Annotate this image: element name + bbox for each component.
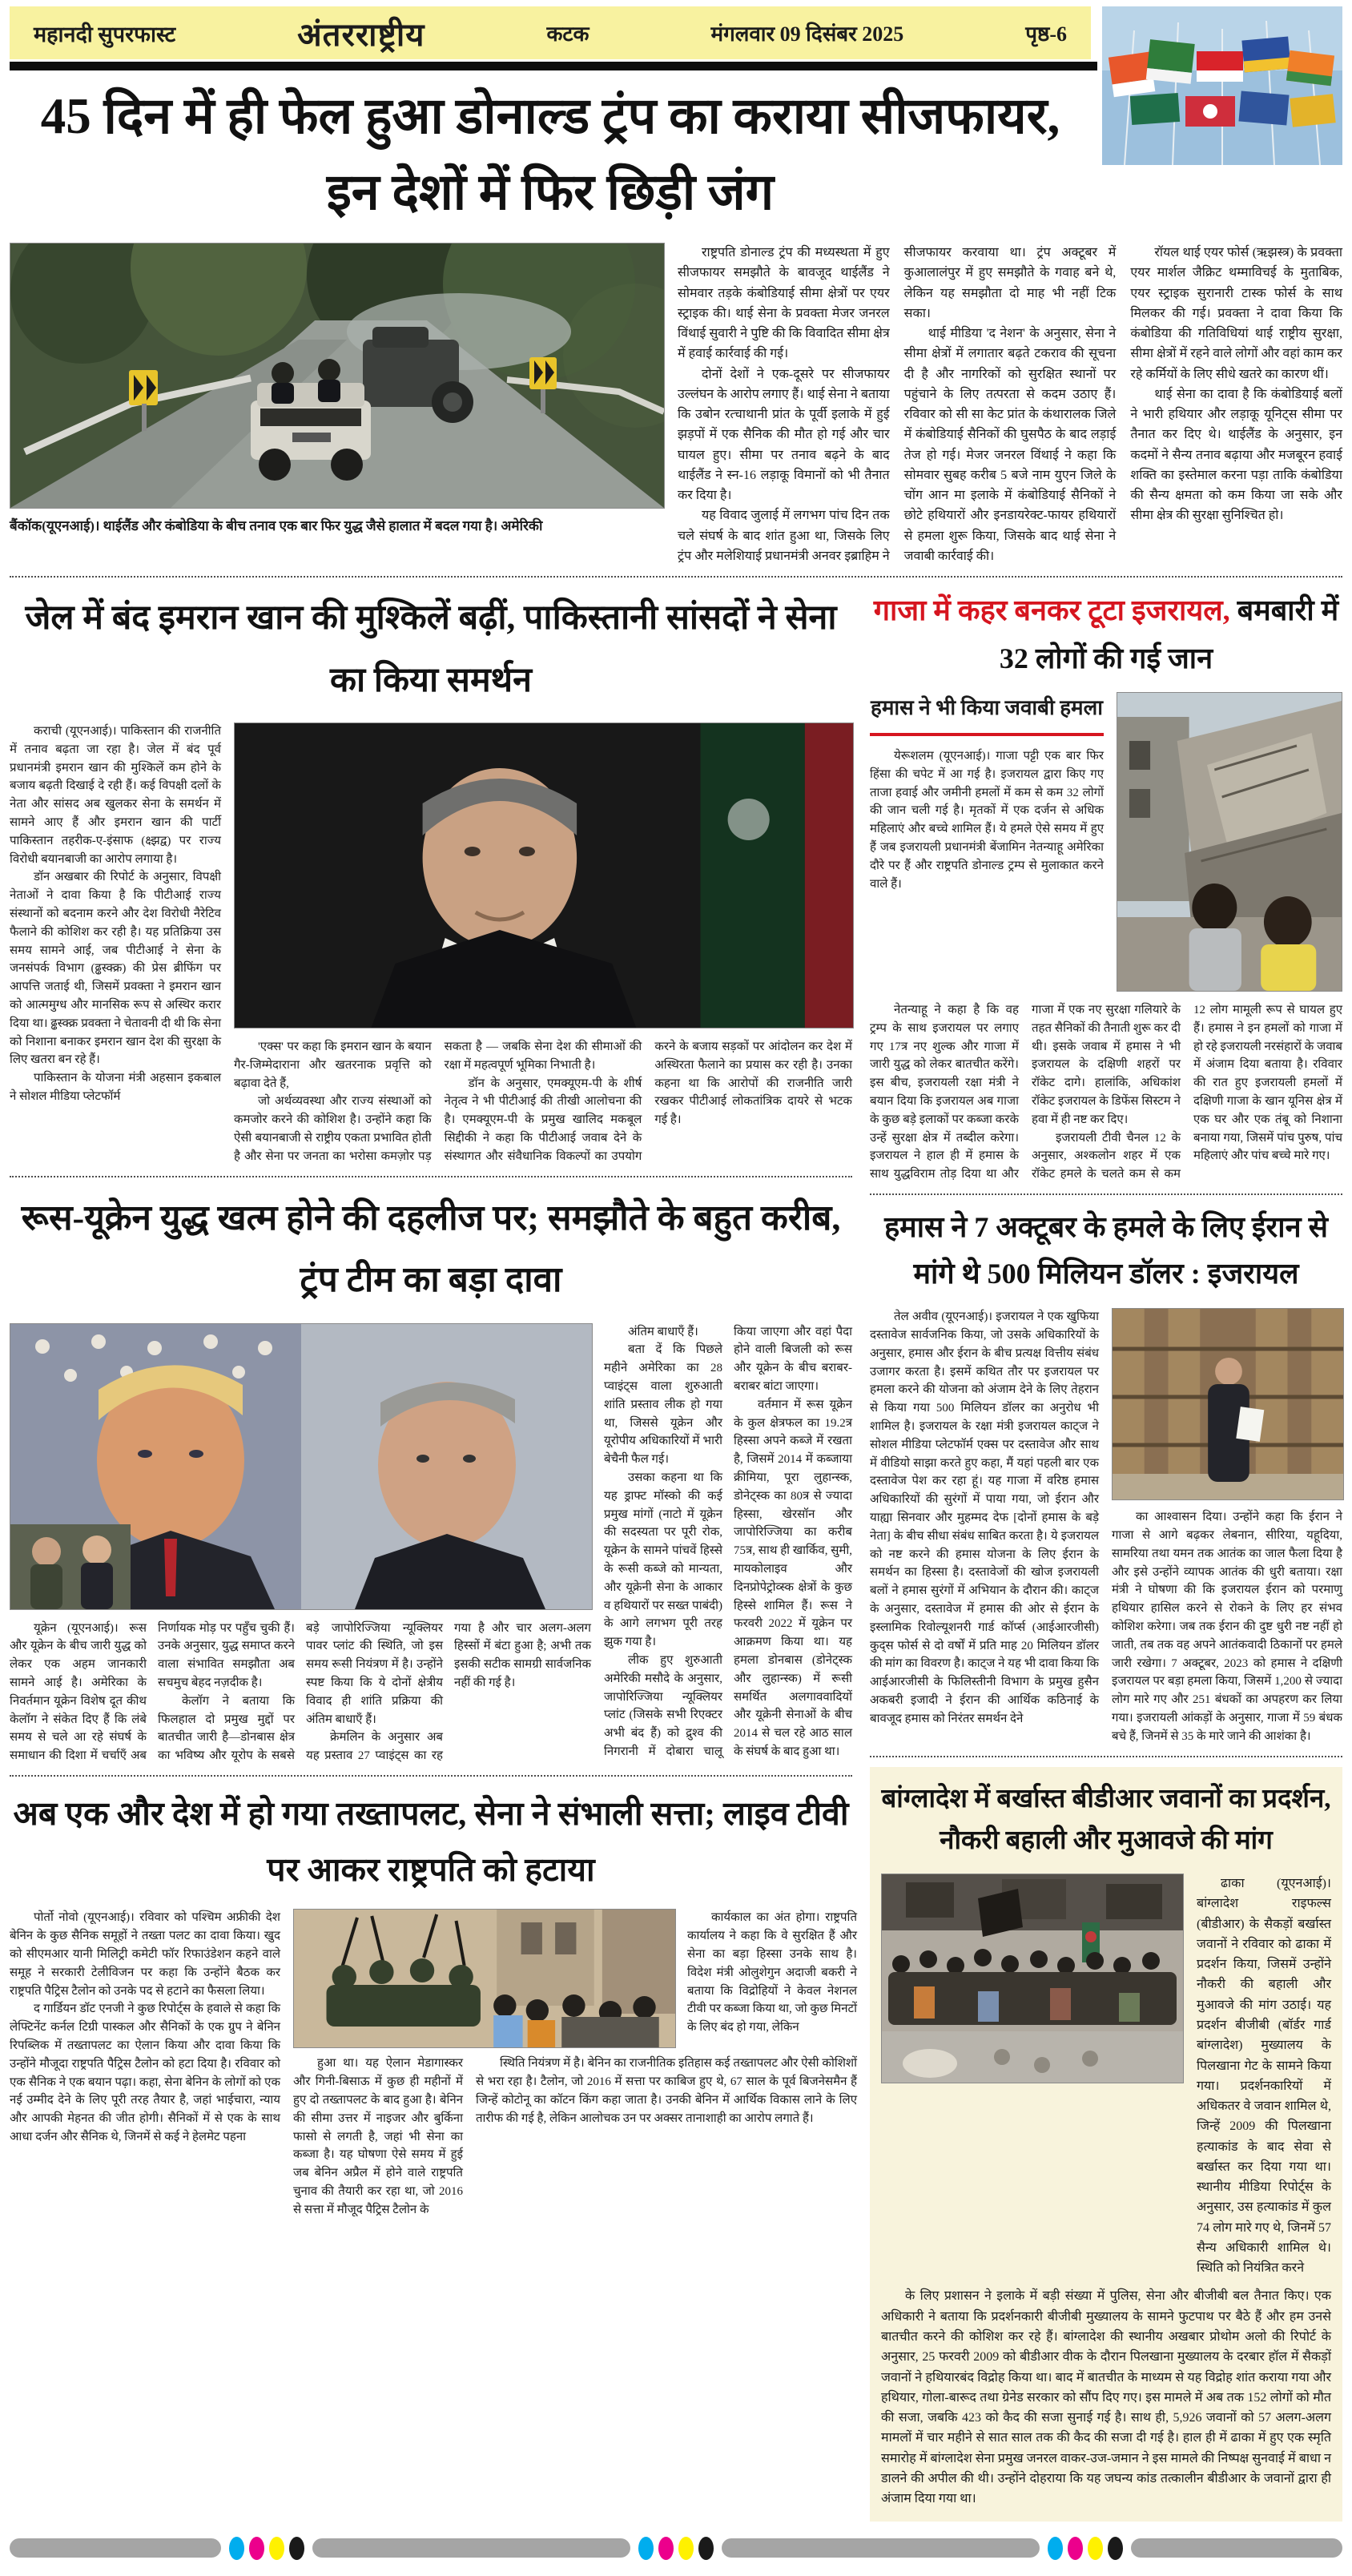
gaza-headline: [870, 587, 1342, 682]
article-hamas-iran: [870, 1205, 1342, 1746]
lead-article-text: [678, 243, 1342, 566]
iran-headline: हमास ने 7 अक्टूबर के हमले के लिए ईरान से मांगे थे 500 मिलियन डॉलर : इजरायल: [884, 1211, 1328, 1290]
imran-paragraph: कराची (यूएनआई)। पाकिस्तान की राजनीति में तनाव बढ़ता जा रहा है। जेल में बंद पूर्व प्रधानमंत्री इमरान खान की मुश्किलें कम होने के बजाय बढ़ती दिखाई दे रही हैं। कई विपक्षी दलों के नेता और सांसद अब खुलकर सेना के समर्थन में सामने आए हैं और इमरान खान की पार्टी पाकिस्तान तहरीक-ए-इंसाफ (क्ष्झद्व) पर राज्य विरोधी बयानबाजी का आरोप लगाया है।: [10, 725, 221, 866]
world-flags-illustration: [1102, 6, 1342, 165]
section-divider: [10, 1775, 852, 1777]
gaza-paragraph: येरूशलम (यूएनआई)। गाजा पट्टी एक बार फिर हिंसा की चपेट में आ गई है। इजरायल द्वारा किए गए ताजा हवाई और जमीनी हमलों में कम से कम 32 लोगों की जान चली गई है। मृतकों में एक दर्जन से अधिक महिलाएं और बच्चे शामिल हैं। ये हमले ऐसे समय में हुए हैं जब इजरायली प्रधानमंत्री बेंजामिन नेतन्याहू अमेरिका दौरे पर हैं और राष्ट्रपति डोनाल्ड ट्रम्प से मुलाकात करने वाले हैं।: [870, 750, 1104, 891]
imran-khan-photo: [234, 722, 854, 1028]
article-thailand-cambodia: [10, 243, 1342, 566]
imran-paragraph: डॉन के अनुसार, एमक्यूएम-पी के शीर्ष नेतृत्व ने भी पीटीआई की तीखी आलोचना की है। एमक्यूएम-पी के प्रमुख खालिद मकबूल सिद्दीकी ने कहा कि पीटीआई जवाब देने के संस्थागत और संवैधानिक विकल्पों का उपयोग करने के बजाय सड़कों पर आंदोलन कर देश में अस्थिरता फैलाने का प्रयास कर रही है। उनका कहना था कि आरोपों की राजनीति जारी रखकर पीटीआई लोकतांत्रिक दायरे से भटक गई है।: [444, 1040, 852, 1163]
lead-photo-block: [10, 243, 663, 566]
iran-paragraph: तेल अवीव (यूएनआई)। इजरायल ने एक खुफिया दस्तावेज सार्वजनिक किया, जो उसके अधिकारियों के अनुसार, हमास और ईरान के बीच प्रत्यक्ष वित्तीय संबंध उजागर करता है। इसमें कथित तौर पर इजरायल पर हमला करने की योजना को अंजाम देने के लिए तेहरान से किया गया 500 मिलियन डॉलर का अनुरोध भी शामिल है। इजरायल के रक्षा मंत्री इजरायल काट्ज ने सोशल मीडिया प्लेटफॉर्म एक्स पर दस्तावेज और साथ में वीडियो साझा करते हुए कहा, मैं यहां पहली बार एक दस्तावेज पेश कर रहा हूं। यह गाजा में वरिष्ठ हमास अधिकारियों की सुरंगों में पाया गया, जो ईरान और याह्या सिनवार और मुहम्मद देफ [दोनों हमास के बड़े नेता] के बीच सीधा संबंध साबित करता है। ये इजरायल को नष्ट करने की हमास योजना के लिए ईरान के समर्थन का हिस्सा है। दस्तावेजों की खोज इजरायली बलों ने हमास सुरंगों में अभियान के दौरान की। काट्ज के अनुसार, दस्तावेज में हमास की ओर से ईरान के इस्लामिक रिवोल्यूशनरी गार्ड कॉर्प्स (आईआरजीसी) कुद्स फोर्स से दो वर्षों में प्रति माह 20 मिलियन डॉलर की मांग का विवरण है। काट्ज ने यह भी दावा किया कि आईआरजीसी के फिलिस्तीनी विभाग के प्रमुख हुसैन अकबरी इजादी ने ईरान की आर्थिक कठिनाई के बावजूद हमास को निरंतर समर्थन देने: [870, 1310, 1099, 1725]
magenta-dot-icon: [658, 2537, 674, 2560]
ukraine-right-columns: [604, 1323, 852, 1765]
ukraine-paragraph: यूक्रेन (यूएनआई)। रूस और यूक्रेन के बीच जारी युद्ध को लेकर एक अहम जानकारी सामने आई है। अमेरिका के निवर्तमान यूक्रेन विशेष दूत कीथ केलॉग ने संकेत दिए हैं कि लंबे समय से चले आ रहे संघर्ष के समाधान की दिशा में चर्चाएँ अब निर्णायक मोड़ पर पहुँच चुकी हैं। उनके अनुसार, युद्ध समाप्त करने वाला संभावित समझौता अब सचमुच बेहद नज़दीक है।: [10, 1621, 295, 1763]
imran-paragraph: जो अर्थव्यवस्था और राज्य संस्थाओं को कमजोर करने की कोशिश है। उन्होंने कहा कि ऐसी बयानबाजी से राष्ट्रीय एकता प्रभावित होती है और सेना पर जनता का भरोसा कमज़ोर पड़ सकता है — जबकि सेना देश की सीमाओं की रक्षा में महत्वपूर्ण भूमिका निभाती है।: [234, 1040, 642, 1163]
imran-column-1: [10, 722, 221, 1166]
imran-khan-photo-illustration: [235, 723, 853, 1028]
gaza-lede: [870, 747, 1104, 893]
black-dot-icon: [289, 2537, 304, 2560]
convoy-photo: [10, 243, 665, 509]
lead-paragraph: थाई सेना का दावा है कि कंबोडियाई बलों ने भारी हथियार और लड़ाकू यूनिट्स सीमा पर तैनात कर दिए थे। थाईलैंड के अनुसार, इन कदमों ने सैन्य तनाव बढ़ाया और मजबूरन हवाई शक्ति का इस्तेमाल करना पड़ा ताकि कंबोडिया की सैन्य क्षमता को कम किया जा सके और सीमा क्षेत्र की सुरक्षा सुनिश्चित हो।: [1130, 387, 1342, 523]
article-bangladesh-bdr: [870, 1767, 1342, 2522]
article-gaza: [870, 587, 1342, 1184]
lead-paragraph: रॉयल थाई एयर फोर्स (ऋझस्त्र) के प्रवक्ता एयर मार्शल जैक्रिट थम्माविचई के मुताबिक, एयर स्ट्राइक सुरानारी टास्क फोर्स के साथ मिलकर की गई। प्रवक्ता ने दावा किया कि कंबोडिया की गतिविधियां थाई राष्ट्रीय सुरक्षा, सीमा क्षेत्रों में रहने वाले लोगों और वहां काम कर रहे कर्मियों के लिए सीधे खतरे का कारण थीं।: [1130, 246, 1342, 381]
imran-headline: जेल में बंद इमरान खान की मुश्किलें बढ़ीं, पाकिस्तानी सांसदों ने सेना का किया समर्थन: [25, 599, 837, 699]
main-columns: [10, 587, 1342, 2522]
imran-lower-columns: [234, 1038, 852, 1166]
iran-column-2: [1112, 1308, 1342, 1745]
benin-paragraph: द गार्डियन डॉट एनजी ने कुछ रिपोर्ट्स के हवाले से कहा कि लेफ्टिनेंट कर्नल टिग्री पास्कल और सैनिकों के एक ग्रुप ने बेनिन रिपब्लिक में तख्तापलट का ऐलान किया और दावा किया कि उन्होंने मौजूदा राष्ट्रपति पैट्रिस टैलोन को हटा दिया है। रविवार को एक सैनिक ने एक बयान पढ़ा। कहा, सेना बेनिन के लोगों को एक नई उम्मीद देने के लिए पूरी तरह तैयार है, जहां भाईचारा, न्याय और आपकी मेहनत की जीत होगी। सैनिकों में से एक के साथ आधा दर्जन और सैनिक थे, जिनमें से कई ने हेलमेट पहना: [10, 2002, 280, 2143]
ukraine-headline: रूस-यूक्रेन युद्ध खत्म होने की दहलीज पर; समझौते के बहुत करीब, ट्रंप टीम का बड़ा दावा: [21, 1197, 841, 1299]
bdr-lede: [1197, 1874, 1331, 2278]
gaza-rubble-photo: [1117, 692, 1342, 992]
lead-paragraph: थाई मीडिया 'द नेशन' के अनुसार, सेना ने सीमा क्षेत्रों में लगातार बढ़ते टकराव की सूचना दी है और नागरिकों को सुरक्षित स्थानों पर पहुंचाने के लिए तत्परता से कदम उठाए हैं। रविवार को सी सा केट प्रांत के कंथारालक जिले में कंबोडियाई सैनिकों की घुसपैठ के बाद लड़ाई तेज हो गई। मेजर जनरल विंथाई ने कहा कि सोमवार सुबह करीब 5 बजे नाम युएन जिले के चोंग आन मा इलाके में कंबोडियाई सैनिकों ने छोटे हथियारों और इनडायरेक्ट-फायर हथियारों से हमला शुरू किया, जिसके बाद थाई सेना ने जवाबी कार्रवाई की।: [903, 327, 1117, 563]
benin-paragraph: हुआ था। यह ऐलान मेडागास्कर और गिनी-बिसाऊ में कुछ ही महीनों में हुए दो तख्तापलट के बाद हुआ है। बेनिन की सीमा उत्तर में नाइजर और बुर्किना फासो से लगती है, जहां भी सेना का कब्जा है। यह घोषणा ऐसे समय में हुई जब बेनिन अप्रैल में होने वाले राष्ट्रपति चुनाव की तैयारी कर रहा था, जो 2016 से सत्ता में मौजूद पैट्रिस टैलोन के: [293, 2057, 463, 2216]
katz-document-photo: [1112, 1308, 1344, 1500]
world-flags-image: [1102, 6, 1342, 165]
right-stack: [870, 587, 1342, 2522]
lead-headline: 45 दिन में ही फेल हुआ डोनाल्ड ट्रंप का कराया सीजफायर, इन देशों में फिर छिड़ी जंग: [40, 88, 1060, 220]
gaza-headline-red: गाजा में कहर बनकर टूटा इजरायल,: [873, 594, 1230, 627]
press-bar: [10, 2538, 221, 2558]
benin-column-right: [687, 1909, 857, 2048]
cyan-dot-icon: [638, 2537, 654, 2560]
section-divider: [870, 1193, 1342, 1195]
section-divider: [10, 1176, 852, 1177]
katz-document-photo-illustration: [1113, 1309, 1343, 1499]
trump-putin-photo: [10, 1323, 593, 1610]
lead-paragraph: दोनों देशों ने एक-दूसरे पर सीजफायर उल्लंघन के आरोप लगाए हैं। थाई सेना ने बताया कि उबोन रत्चाथानी प्रांत के पूर्वी इलाके में हुई झड़पों में एक सैनिक की मौत हो गई और चार घायल हुए। सीमा पर तनाव बढ़ने के बाद थाईलैंड ने स्न-16 लड़ाकू विमानों को भी तैनात कर दिया है।: [678, 367, 890, 503]
lead-photo-caption: बैंकॉक(यूएनआई)। थाईलैंड और कंबोडिया के बीच तनाव एक बार फिर युद्ध जैसे हालात में बदल गया है। अमेरिकी: [10, 518, 543, 533]
ukraine-paragraph: बता दें कि पिछले महीने अमेरिका का 28 प्वाइंट्स वाला शुरुआती शांति प्रस्ताव लीक हो गया था, जिससे यूक्रेन और यूरोपीय अधिकारियों में भारी बेचैनी फैल गई।: [604, 1343, 722, 1467]
cmyk-registration-icon: [229, 2537, 304, 2560]
section-title: अंतरराष्ट्रीय: [297, 16, 425, 53]
imran-paragraph: डॉन अखबार की रिपोर्ट के अनुसार, विपक्षी नेताओं ने दावा किया है कि पीटीआई राज्य संस्थानों को बदनाम करने और देश विरोधी नैरेटिव फैलाने की कोशिश कर रही है। यह प्रतिक्रिया उस समय सामने आई, जब पीटीआई ने सेना के जनसंपर्क विभाग (ढ्ढस्क्क्र) की प्रेस ब्रीफिंग पर आपत्ति जताई थी, जिसमें प्रवक्ता ने इमरान खान को आत्ममुग्ध और मानसिक रूप से अस्थिर करार दिया था। ढ्ढस्क्क्र प्रवक्ता ने चेतावनी दी थी कि सेना को निशाना बनाकर इमरान खान देश की सुरक्षा के लिए खतरा बन रहे हैं।: [10, 871, 221, 1067]
black-dot-icon: [1108, 2537, 1123, 2560]
benin-paragraph: पोर्तो नोवो (यूएनआई)। रविवार को पश्चिम अफ्रीकी देश बेनिन के कुछ सैनिक समूहों ने तख्ता पलट का दावा किया। खुद को सीएमआर यानी मिलिट्री कमेटी फॉर रिफाउंडेशन कहने वाले समूह ने सरकारी टेलीविजन पर कहा कि उन्होंने बैठक कर राष्ट्रपति पैट्रिस टैलोन को उनके पद से हटाने का फैसला लिया।: [10, 1911, 280, 1998]
bdr-body: [881, 2286, 1331, 2509]
section-divider: [870, 1756, 1342, 1757]
yellow-dot-icon: [269, 2537, 284, 2560]
lead-paragraph: राष्ट्रपति डोनाल्ड ट्रंप की मध्यस्थता में हुए सीजफायर समझौते के बावजूद थाईलैंड ने सोमवार तड़के कंबोडियाई सीमा क्षेत्रों पर एयर स्ट्राइक की। थाई सेना के प्रवक्ता मेजर जनरल विंथाई सुवारी ने पुष्टि की कि विवादित सीमा क्षेत्र में हवाई कार्रवाई की गई।: [678, 246, 890, 361]
press-footer: [10, 2536, 1342, 2560]
gaza-headline-black: बमबारी में 32 लोगों की गई जान: [999, 594, 1339, 674]
gaza-paragraph: नेतन्याहू ने कहा है कि वह ट्रम्प के साथ इजरायल पर लगाए गए 17त्र नए शुल्क और गाजा में जारी युद्ध को लेकर बातचीत करेंगे। इस बीच, इजरायली रक्षा मंत्री ने बयान दिया कि इजरायल अब गाजा के कुछ बड़े इलाकों पर कब्जा करके उन्हें सुरक्षा क्षेत्र में तब्दील करेगा। इजरायल ने हाल ही में हमास के साथ युद्धविराम तोड़ दिया था और गाजा में एक नए सुरक्षा गलियारे के तहत सैनिकों की तैनाती शुरू कर दी थी। इसके जवाब में हमास ने भी इजरायल के दक्षिणी शहरों पर रॉकेट दागे। हालांकि, अधिकांश रॉकेट इजरायल के डिफेंस सिस्टम ने हवा में ही नष्ट कर दिए।: [870, 1004, 1181, 1181]
benin-column-1: [10, 1909, 280, 2219]
benin-paragraph: कार्यकाल का अंत होगा। राष्ट्रपति कार्यालय ने कहा कि वे सुरक्षित हैं और सेना का बड़ा हिस्सा उनके साथ है। विदेश मंत्री ओलुशेगुन अदाजी बकरी ने बताया कि विद्रोहियों ने केवल नेशनल टीवी पर कब्जा किया था, जो कुछ मिनटों के लिए बंद हो गया, लेकिन: [687, 1911, 857, 2035]
press-bar: [1131, 2538, 1342, 2558]
ukraine-lower-columns: [10, 1620, 591, 1765]
lead-paragraph: यह विवाद जुलाई में लगभग पांच दिन तक चले संघर्ष के बाद शांत हुआ था, जिसके लिए ट्रंप और मलेशियाई प्रधानमंत्री अनवर इब्राहिम ने सीजफायर करवाया था। ट्रंप अक्टूबर में कुआलालंपुर में हुए समझौते के गवाह बने थे, लेकिन यह समझौता दो माह भी नहीं टिक सका।: [678, 246, 1117, 563]
cyan-dot-icon: [1048, 2537, 1063, 2560]
imran-paragraph: 'एक्स' पर कहा कि इमरान खान के बयान गैर-जिम्मेदाराना और खतरनाक प्रवृत्ति को बढ़ावा देते हैं,: [234, 1040, 432, 1090]
masthead-rule: [10, 62, 1097, 70]
magenta-dot-icon: [249, 2537, 264, 2560]
benin-soldiers-photo-illustration: [294, 1910, 675, 2047]
article-russia-ukraine: [10, 1187, 852, 1765]
benin-column-mid: [293, 2055, 463, 2219]
edition-city: कटक: [546, 22, 589, 46]
issue-date: मंगलवार 09 दिसंबर 2025: [710, 22, 904, 46]
ukraine-paragraph: उसका कहना था कि यह ड्राफ्ट मॉस्को की कई प्रमुख मांगों (नाटो में यूक्रेन की सदस्यता पर पूरी रोक, यूक्रेन के सामने पांचवें हिस्से के रूसी कब्जे को मान्यता, और यूक्रेनी सेना के आकार व हथियारों पर सख्त पाबंदी) के आगे लगभग पूरी तरह झुक गया है।: [604, 1471, 722, 1649]
press-bar: [312, 2538, 630, 2558]
benin-headline: अब एक और देश में हो गया तख्तापलट, सेना ने संभाली सत्ता; लाइव टीवी पर आकर राष्ट्रपति को हटाया: [13, 1794, 849, 1888]
masthead-bar: [10, 6, 1091, 59]
magenta-dot-icon: [1068, 2537, 1083, 2560]
benin-paragraph: स्थिति नियंत्रण में है। बेनिन का राजनीतिक इतिहास कई तख्तापलट और ऐसी कोशिशों से भरा रहा है। टैलोन, जो 2016 में सत्ता पर काबिज हुए थे, 67 साल के पूर्व बिजनेसमैन हैं जिन्हें कोटोनू का कॉटन किंग कहा जाता है। उनकी बेनिन में आर्थिक विकास लाने के लिए तारीफ की गई है, लेकिन आलोचक उन पर अक्सर तानाशाही का आरोप लगाते हैं।: [476, 2057, 857, 2125]
benin-soldiers-photo: [293, 1909, 676, 2048]
bdr-paragraph: ढाका (यूएनआई)। बांग्लादेश राइफल्स (बीडीआर) के सैकड़ों बर्खास्त जवानों ने रविवार को ढाका में प्रदर्शन किया, जिसमें उन्होंने नौकरी की बहाली और मुआवजे की मांग उठाई। यह प्रदर्शन बीजीबी (बॉर्डर गार्ड बांग्लादेश) मुख्यालय के पिलखाना गेट के सामने किया गया। प्रदर्शनकारियों में अधिकतर वे जवान शामिल थे, जिन्हें 2009 की पिलखाना हत्याकांड के बाद सेवा से बर्खास्त कर दिया गया था। स्थानीय मीडिया रिपोर्ट्स के अनुसार, उस हत्याकांड में कुल 74 लोग मारे गए थे, जिनमें 57 सैन्य अधिकारी शामिल थे। स्थिति को नियंत्रित करने: [1197, 1877, 1331, 2276]
yellow-dot-icon: [678, 2537, 694, 2560]
yellow-dot-icon: [1088, 2537, 1103, 2560]
benin-column-bottom: [476, 2055, 857, 2219]
press-bar: [722, 2538, 1040, 2558]
article-imran-khan: [10, 587, 852, 1165]
cmyk-registration-icon: [1048, 2537, 1123, 2560]
bdr-protest-photo-illustration: [882, 1874, 1183, 2083]
left-stack: [10, 587, 857, 2522]
gaza-kicker: हमास ने भी किया जवाबी हमला: [870, 692, 1104, 736]
ukraine-paragraph: क्रेमलिन के अनुसार अब यह प्रस्ताव 27 प्वाइंट्स का रह गया है और चार अलग-अलग हिस्सों में बंटा हुआ है; अभी तक इसकी सटीक सामग्री सार्वजनिक नहीं की गई है।: [306, 1621, 591, 1763]
article-benin-coup: [10, 1786, 857, 2220]
section-divider: [10, 576, 1342, 578]
bdr-paragraph: के लिए प्रशासन ने इलाके में बड़ी संख्या में पुलिस, सेना और बीजीबी बल तैनात किए। एक अधिकारी ने बताया कि प्रदर्शनकारी बीजीबी मुख्यालय के सामने फुटपाथ पर बैठे हैं और हम उनसे बातचीत करने की कोशिश कर रहे हैं। बांग्लादेश की स्थानीय अखबार प्रोथोम अलो की रिपोर्ट के अनुसार, 25 फरवरी 2009 को बीडीआर वीक के दौरान पिलखाना मुख्यालय के दरबार हॉल में सैकड़ों जवानों ने हथियारबंद विद्रोह किया था। बाद में बातचीत के माध्यम से यह विद्रोह शांत कराया गया और हथियार, गोला-बारूद तथा ग्रेनेड सरकार को सौंप दिए गए। इस मामले में अब तक 152 लोगों को मौत की सजा, जबकि 423 को कैद की सजा सुनाई गई है। साथ ही, 5,926 जवानों को 57 अलग-अलग मामलों में चार महीने से सात साल तक की कैद की सजा दी गई है। हाल ही में ढाका में हुए एक स्मृति समारोह में बांग्लादेश सेना प्रमुख जनरल वाकर-उज-जमान ने इस मामले की निष्पक्ष सुनवाई में बाधा न डालने की अपील की थी। उन्होंने दोहराया कि यह जघन्य कांड तत्कालीन बीडीआर के जवानों द्वारा ही अंजाम दिया गया था।: [881, 2289, 1331, 2506]
imran-paragraph: पाकिस्तान के योजना मंत्री अहसान इकबाल ने सोशल मीडिया प्लेटफॉर्म: [10, 1072, 221, 1103]
convoy-photo-illustration: [10, 244, 664, 508]
bdr-headline: बांग्लादेश में बर्खास्त बीडीआर जवानों का प्रदर्शन, नौकरी बहाली और मुआवजे की मांग: [881, 1784, 1331, 1856]
black-dot-icon: [698, 2537, 714, 2560]
ukraine-paragraph: वर्तमान में रूस यूक्रेन के कुल क्षेत्रफल का 19.2त्र हिस्सा अपने कब्जे में रखता है, जिसमें 2014 में कब्जाया क्रीमिया, पूरा लुहान्स्क, डोनेट्स्क का 80त्र से ज्यादा हिस्सा, खेरसॉन और जापोरिज्जिया का करीब 75त्र, साथ ही खार्किव, सुमी, मायकोलाइव और दिनप्रोपेट्रोव्स्क क्षेत्रों के कुछ हिस्से शामिल हैं। रूस ने फरवरी 2022 में यूक्रेन पर आक्रमण किया था। यह हमला डोनबास (डोनेट्स्क और लुहान्स्क) में रूसी समर्थित अलगाववादियों और यूक्रेनी सेनाओं के बीच 2014 से चल रहे आठ साल के संघर्ष के बाद हुआ था।: [734, 1398, 852, 1758]
cmyk-registration-icon: [638, 2537, 714, 2560]
gaza-paragraph: इजरायली टीवी चैनल 12 के अनुसार, अश्कलोन शहर में एक रॉकेट हमले के चलते कम से कम 12 लोग मामूली रूप से घायल हुए हैं। हमास ने इन हमलों को गाजा में हो रहे इजरायली नरसंहारों के जवाब में अंजाम दिया बताया है। रविवार की रात हुए इजरायली हमलों में दक्षिणी गाजा के खान यूनिस क्षेत्र में एक घर और एक तंबू को निशाना बनाया गया, जिसमें पांच पुरुष, पांच महिलाएं और पांच बच्चे मारे गए।: [1032, 1004, 1342, 1181]
ukraine-paragraph: लीक हुए शुरुआती अमेरिकी मसौदे के अनुसार, जापोरिज्जिया न्यूक्लियर प्लांट (जिसके सभी रिएक्टर अभी बंद हैं) को द्रुश्व की निगरानी में दोबारा चालू किया जाएगा और वहां पैदा होने वाली बिजली को रूस और यूक्रेन के बीच बराबर-बराबर बांटा जाएगा।: [604, 1325, 852, 1758]
ukraine-paragraph: अंतिम बाधाएँ हैं।: [628, 1325, 698, 1338]
page-number: पृष्ठ-6: [1025, 22, 1067, 46]
trump-putin-photo-illustration: [10, 1324, 592, 1609]
paper-name: महानदी सुपरफास्ट: [34, 22, 176, 46]
masthead-and-lead: [10, 6, 1342, 230]
cyan-dot-icon: [229, 2537, 244, 2560]
iran-column-1: [870, 1308, 1099, 1745]
gaza-lower-columns: [870, 1001, 1342, 1184]
ukraine-paragraph: केलॉग ने बताया कि फिलहाल दो प्रमुख मुद्दों पर बातचीत जारी है—डोनबास क्षेत्र का भविष्य और यूरोप के सबसे बड़े जापोरिज्जिया न्यूक्लियर पावर प्लांट की स्थिति, जो इस समय रूसी नियंत्रण में है। उन्होंने स्पष्ट किया कि ये दोनों क्षेत्रीय विवाद ही शांति प्रक्रिया की अंतिम बाधाएँ हैं।: [158, 1621, 443, 1763]
bdr-protest-photo: [881, 1874, 1184, 2083]
gaza-rubble-photo-illustration: [1117, 693, 1342, 991]
iran-paragraph: का आश्वासन दिया। उन्होंने कहा कि ईरान ने गाजा से आगे बढ़कर लेबनान, सीरिया, यहूदिया, सामरिया तथा यमन तक आतंक का जाल फैला दिया है और इसे उन्होंने व्यापक आतंक की धुरी बताया। रक्षा मंत्री ने घोषणा की कि इजरायल ईरान को परमाणु हथियार हासिल करने से रोकने के लिए हर संभव कोशिश करेगा। जब तक ईरान की दुष्ट धुरी नष्ट नहीं हो जाती, तब तक वह अपने आतंकवादी ठिकानों पर हमले जारी रखेगा। 7 अक्टूबर, 2023 को हमास ने दक्षिणी इजरायल पर बड़ा हमला किया, जिसमें 1,200 से ज्यादा लोग मारे गए और 251 बंधकों का अपहरण कर लिया गया। इजरायली आंकड़ों के अनुसार, गाजा में 59 बंधक बचे हैं, जिनमें से 35 के मारे जाने की आशंका है।: [1112, 1511, 1342, 1743]
